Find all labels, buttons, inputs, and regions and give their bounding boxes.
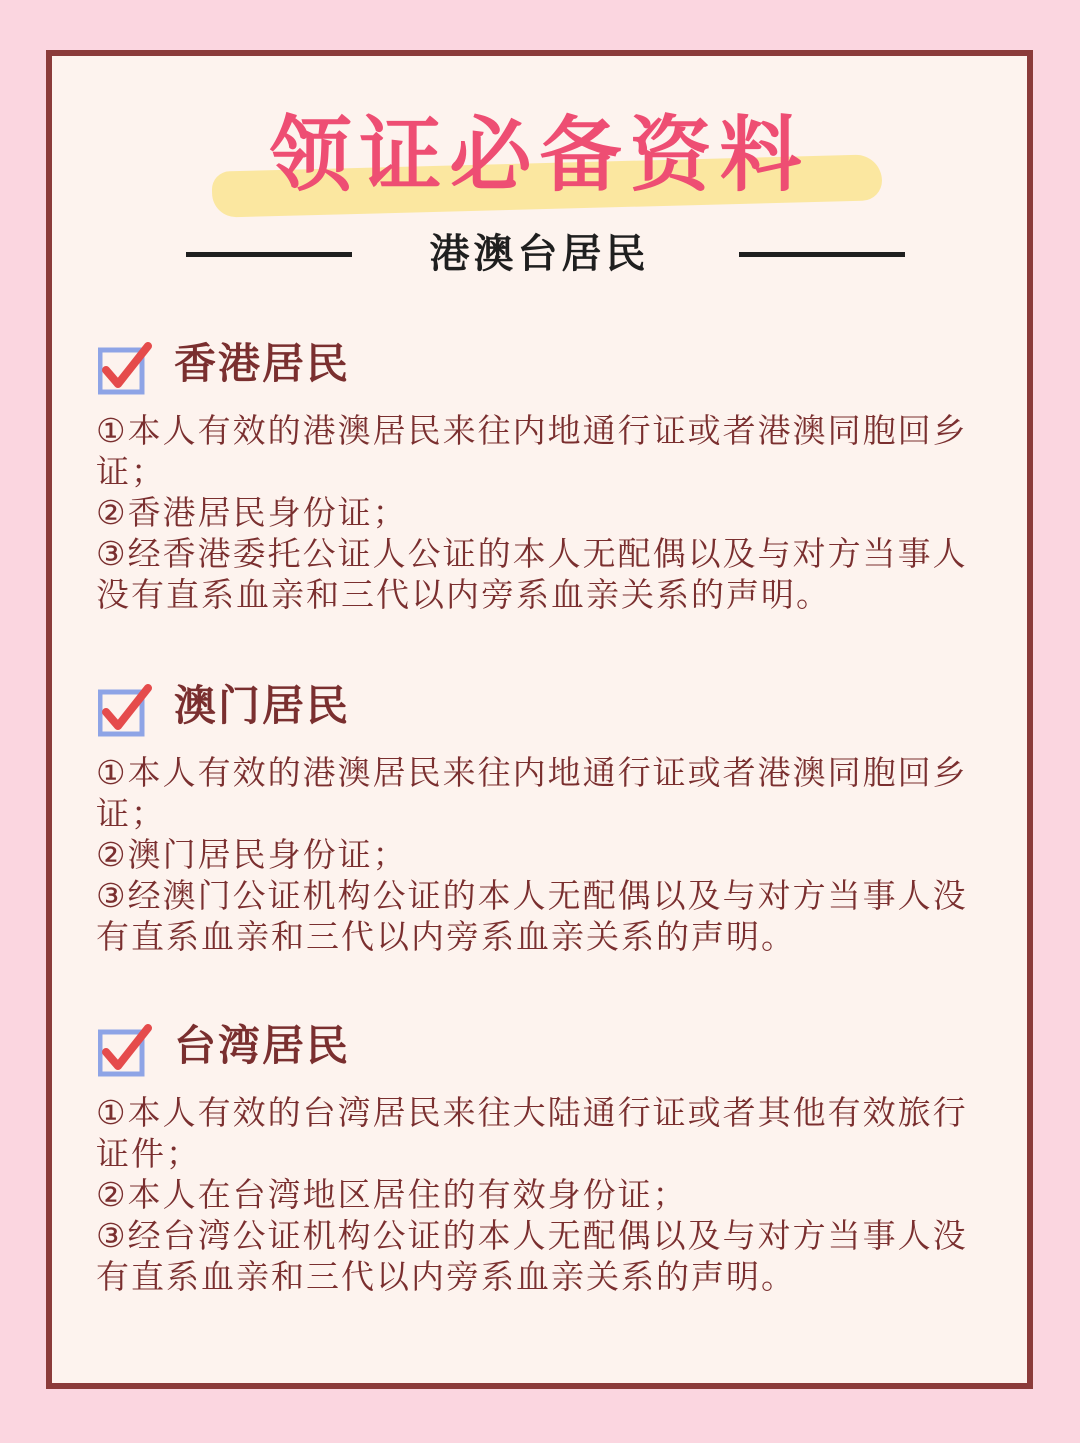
requirement-line: ①本人有效的港澳居民来往内地通行证或者港澳同胞回乡 (96, 753, 968, 792)
requirement-line: ②澳门居民身份证； (96, 835, 408, 874)
title-area (52, 91, 1027, 211)
page-title: 领证必备资料 (269, 108, 810, 203)
section-title: 澳门居民 (174, 681, 351, 730)
section-title: 香港居民 (174, 339, 351, 388)
page-subtitle: 港澳台居民 (429, 231, 650, 277)
requirement-line: ③经澳门公证机构公证的本人无配偶以及与对方当事人没 (96, 876, 968, 915)
section-taiwan (96, 1008, 996, 1297)
section-body (96, 752, 996, 957)
checkbox-checked-icon (98, 684, 142, 728)
requirement-line: 证件； (96, 1134, 201, 1173)
requirement-line: ①本人有效的台湾居民来往大陆通行证或者其他有效旅行 (96, 1093, 968, 1132)
requirement-line: 有直系血亲和三代以内旁系血亲关系的声明。 (96, 1257, 796, 1296)
section-macau (96, 668, 996, 957)
section-body (96, 410, 996, 615)
requirement-line: ①本人有效的港澳居民来往内地通行证或者港澳同胞回乡 (96, 411, 968, 450)
section-hong-kong (96, 326, 996, 615)
requirement-line: 没有直系血亲和三代以内旁系血亲关系的声明。 (96, 575, 831, 614)
section-title: 台湾居民 (174, 1021, 351, 1070)
requirement-line: ③经香港委托公证人公证的本人无配偶以及与对方当事人 (96, 534, 968, 573)
checkbox-checked-icon (98, 342, 142, 386)
section-body (96, 1092, 996, 1297)
requirement-line: 证； (96, 794, 166, 833)
divider-right (739, 252, 905, 257)
subtitle-row (52, 224, 1027, 284)
content-card (46, 50, 1033, 1389)
requirement-line: 有直系血亲和三代以内旁系血亲关系的声明。 (96, 917, 796, 956)
section-header (96, 668, 996, 738)
section-header (96, 326, 996, 396)
checkbox-checked-icon (98, 1024, 142, 1068)
requirement-line: ②本人在台湾地区居住的有效身份证； (96, 1175, 688, 1214)
requirement-line: ③经台湾公证机构公证的本人无配偶以及与对方当事人没 (96, 1216, 968, 1255)
requirement-line: ②香港居民身份证； (96, 493, 408, 532)
section-header (96, 1008, 996, 1078)
requirement-line: 证； (96, 452, 166, 491)
